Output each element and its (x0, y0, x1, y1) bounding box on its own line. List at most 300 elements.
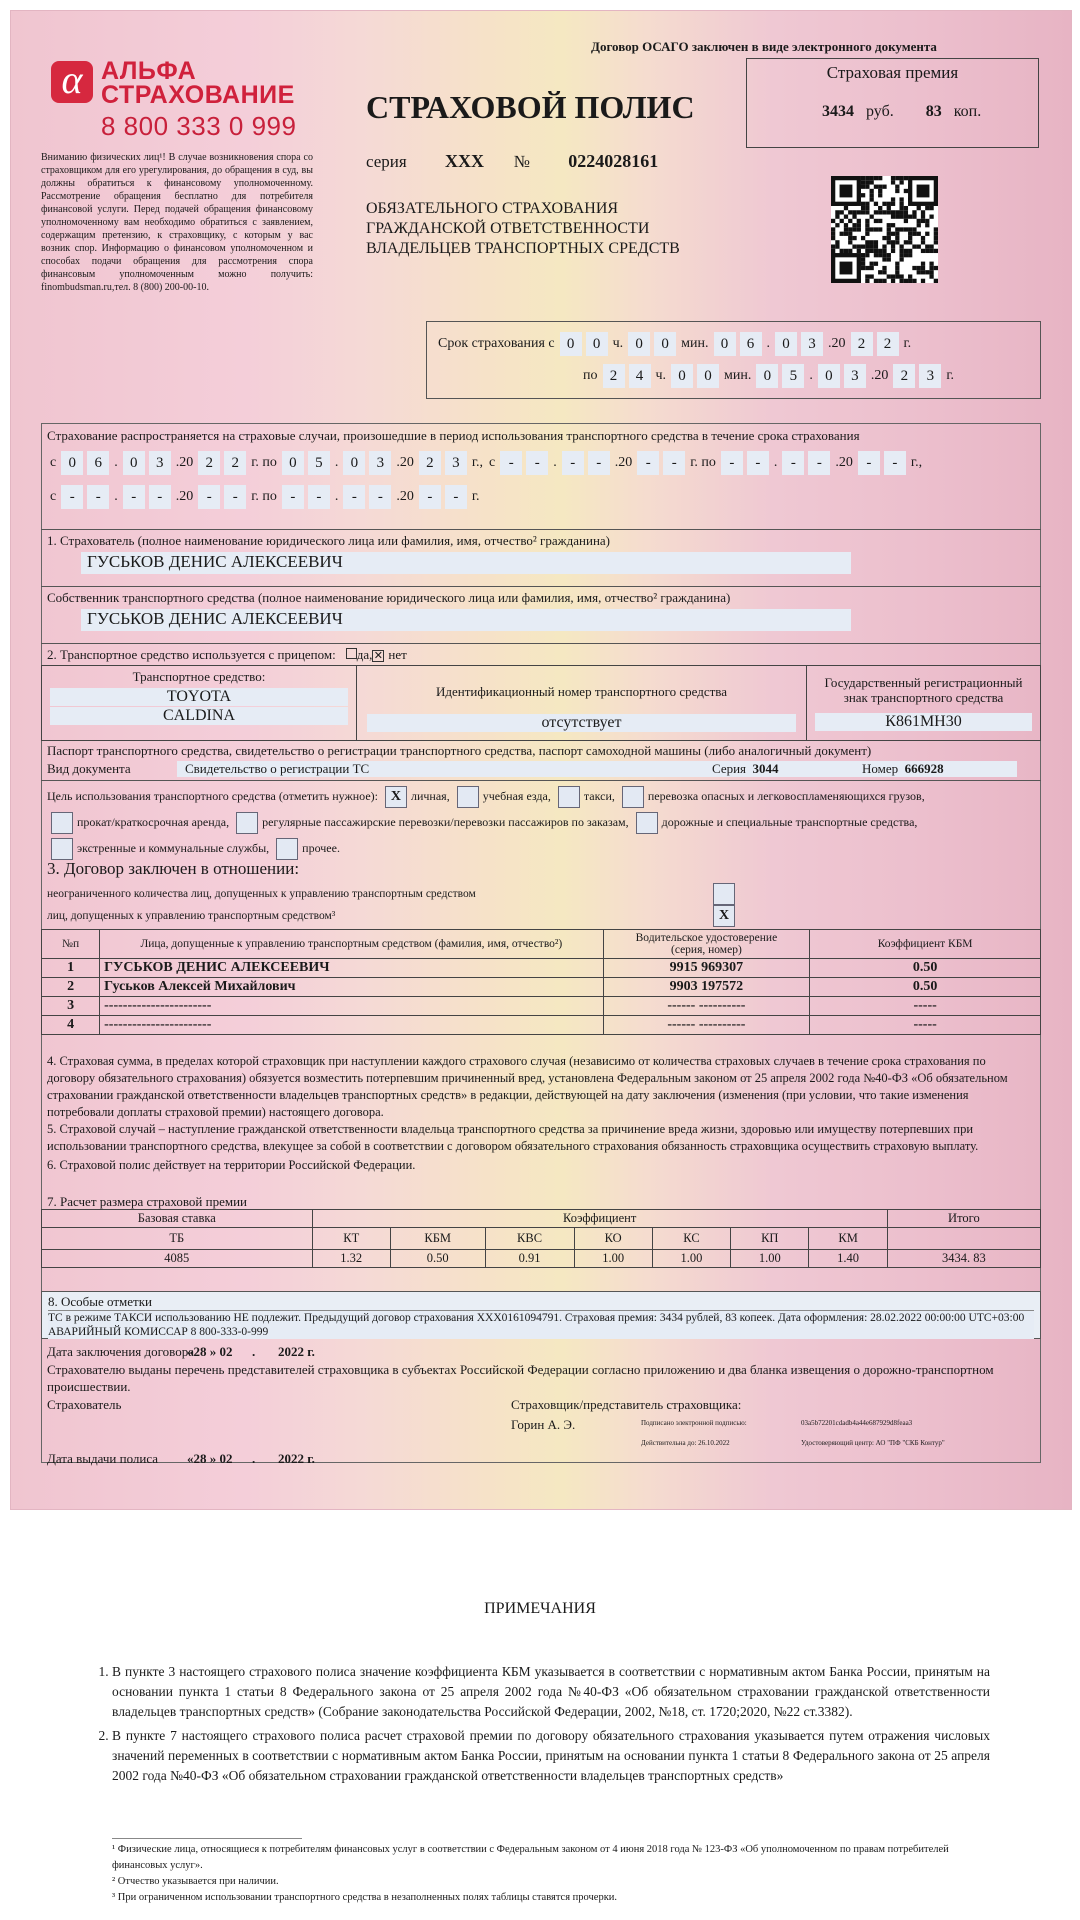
qr-module (882, 244, 886, 248)
purpose-option-label: такси, (583, 789, 618, 803)
qr-module (908, 236, 912, 240)
qr-module (899, 279, 903, 283)
unlimited-label: неограниченного количества лиц, допущенных к управлению транспортным средством (47, 888, 476, 900)
separator: .20 (396, 489, 414, 504)
terms-paragraphs (47, 1053, 1022, 1174)
year-cell: 2 (851, 332, 873, 356)
qr-module (861, 253, 865, 257)
qr-module (917, 219, 921, 223)
limited-checkbox[interactable]: X (713, 905, 735, 927)
limited-label: лиц, допущенных к управлению транспортным средством³ (47, 910, 336, 922)
qr-module (861, 202, 865, 206)
year-cell: 2 (877, 332, 899, 356)
purpose-checkbox[interactable] (457, 786, 479, 808)
usage-period-text: Страхование распространяется на страховые случаи, произошедшие в период использования транспортного средства в течение срока страхования (47, 428, 860, 443)
day-cell: 6 (87, 451, 109, 475)
policy-subtitle (366, 199, 680, 259)
doc-type-label: Вид документа (47, 761, 131, 776)
qr-module (874, 185, 878, 189)
qr-module (921, 266, 925, 270)
column-header: Лица, допущенные к управлению транспортным средством (фамилия, имя, отчество²) (100, 930, 603, 959)
purpose-option-label: личная, (410, 789, 453, 803)
qr-module (891, 240, 895, 244)
month-cell: - (369, 485, 391, 509)
notes-list (80, 1662, 990, 1786)
qr-module (921, 270, 925, 274)
separator: .20 (175, 489, 194, 504)
calc-header-row (42, 1210, 1041, 1228)
driver-name: ----------------------- (100, 997, 603, 1016)
qr-module (929, 206, 933, 210)
purpose-checkbox[interactable] (276, 838, 298, 860)
qr-module (904, 253, 908, 257)
table-row (42, 978, 1041, 997)
qr-module (831, 219, 835, 223)
qr-module (878, 176, 882, 180)
month-cell: - (588, 451, 610, 475)
purpose-checkbox[interactable] (558, 786, 580, 808)
qr-module (904, 219, 908, 223)
separator: г., (910, 455, 923, 470)
separator: . (773, 455, 778, 470)
qr-module (874, 176, 878, 180)
qr-module (865, 210, 869, 214)
qr-module (878, 249, 882, 253)
year-cell: - (663, 451, 685, 475)
qr-module (865, 266, 869, 270)
qr-module (917, 223, 921, 227)
qr-module (874, 262, 878, 266)
contract-day: «28 » (187, 1344, 217, 1359)
qr-module (891, 279, 895, 283)
qr-module (917, 185, 930, 198)
qr-module (891, 210, 895, 214)
coef-value: 0.50 (390, 1250, 485, 1268)
qr-module (899, 202, 903, 206)
qr-module (917, 206, 921, 210)
year-cell: 3 (919, 364, 941, 388)
hour-cell: 4 (629, 364, 651, 388)
coef-column-header: КТ (312, 1228, 390, 1250)
purpose-checkbox[interactable] (622, 786, 644, 808)
qr-module (861, 185, 865, 189)
qr-module (882, 185, 886, 189)
qr-module (865, 202, 869, 206)
trailer-yes-checkbox[interactable] (346, 648, 357, 659)
separator: . (334, 455, 339, 470)
paragraph: 6. Страховой полис действует на территории Российской Федерации. (47, 1158, 416, 1172)
separator: . (334, 489, 339, 504)
qr-module (882, 266, 886, 270)
vin-value: отсутствует (367, 714, 796, 732)
qr-module (878, 210, 882, 214)
page-title: СТРАХОВОЙ ПОЛИС (366, 89, 695, 125)
qr-module (878, 253, 882, 257)
year-cell: 2 (198, 451, 220, 475)
qr-module (831, 244, 835, 248)
premium-value (822, 103, 981, 121)
qr-module (852, 223, 856, 227)
qr-module (861, 210, 865, 214)
separator: . (114, 455, 118, 470)
term-box (426, 321, 1041, 399)
calc-title: 7. Расчет размера страховой премии (47, 1194, 247, 1209)
qr-module (929, 270, 933, 274)
qr-module (917, 270, 921, 274)
qr-module (852, 244, 856, 248)
vin-label: Идентификационный номер транспортного средства (435, 684, 728, 699)
qr-module (848, 219, 852, 223)
qr-module (917, 232, 921, 236)
qr-module (878, 219, 882, 223)
issue-date-label: Дата выдачи полиса (47, 1451, 159, 1466)
qr-module (878, 185, 882, 189)
separator: .20 (614, 455, 633, 470)
purpose-checkbox[interactable] (51, 838, 73, 860)
qr-module (904, 206, 908, 210)
qr-module (831, 249, 835, 253)
qr-module (874, 240, 878, 244)
year-cell: - (419, 485, 441, 509)
qr-module (857, 244, 861, 248)
ombudsman-warning: Вниманию физических лиц¹! В случае возникновения спора со страховщиком для его урегулирования, до обращения в суд, вы должны обратиться к финансовому уполномоченному. Рассмотрение обращения бесплатно для потребителя финансовой услуги. Перед подачей обращения финансовому уполномоченному вам необходимо обратиться с заявлением, содержащим претензию, к страховщику, с которым у вас возник спор. Информацию о финансовом уполномоченном и способах подачи обращения для рассмотрения спора финансовым уполномоченным можно получить: finombudsman.ru,тел. 8 (800) 200-00-10. (41, 152, 313, 293)
note-item: 2. В пункте 7 настоящего страхового полиса расчет страховой премии по договору обязательного страхования указывается путем отражения числовых значений переменных в соответствии с нормативным актом Банка России, принятым на основании пункта 1 статьи 8 Федерального закона от 25 апреля 2002 года №40-ФЗ «Об обязательном страховании гражданской ответственности владельцев транспортных средств» (112, 1726, 990, 1786)
qr-module (908, 240, 912, 244)
separator: г. по (251, 455, 277, 470)
purpose-checkbox[interactable]: X (385, 786, 407, 808)
footnote: ³ При ограниченном использовании транспортного средства в незаполненных полях таблицы ставятся прочерки. (112, 1892, 618, 1903)
qr-module (861, 193, 865, 197)
logo-line2: СТРАХОВАНИЕ (101, 81, 295, 109)
purpose-checkbox[interactable] (636, 812, 658, 834)
qr-module (857, 210, 861, 214)
series-label: серия (366, 152, 407, 171)
qr-module (887, 202, 891, 206)
trailer-no-checkbox[interactable]: ✕ (373, 650, 383, 662)
qr-module (882, 236, 886, 240)
qr-module (831, 232, 835, 236)
qr-module (895, 215, 899, 219)
qr-module (844, 227, 848, 231)
qr-module (870, 266, 874, 270)
coef-column-header: КБМ (390, 1228, 485, 1250)
qr-module (831, 236, 835, 240)
qr-module (865, 253, 869, 257)
qr-module (904, 279, 908, 283)
plate-cell (807, 666, 1041, 741)
year-cell: - (224, 485, 246, 509)
qr-module (917, 244, 921, 248)
qr-module (925, 270, 929, 274)
qr-module (912, 210, 916, 214)
qr-module (835, 223, 839, 227)
qr-module (925, 249, 929, 253)
qr-module (861, 180, 865, 184)
separator: .20 (828, 336, 846, 351)
trailer-section (41, 643, 1041, 665)
qr-module (835, 215, 839, 219)
hour-cell: 0 (560, 332, 582, 356)
qr-module (904, 176, 908, 180)
qr-module (840, 219, 844, 223)
notes-title: ПРИМЕЧАНИЯ (484, 1600, 596, 1617)
insurer-section (41, 529, 1041, 586)
purpose-checkbox[interactable] (51, 812, 73, 834)
qr-module (899, 244, 903, 248)
separator: с (50, 455, 57, 470)
qr-module (899, 210, 903, 214)
qr-module (882, 279, 886, 283)
trailer-yes-label: да, (356, 647, 373, 662)
qr-module (921, 262, 925, 266)
purpose-checkbox[interactable] (236, 812, 258, 834)
qr-module (835, 210, 839, 214)
premium-box (746, 58, 1039, 148)
qr-module (921, 240, 925, 244)
year-cell: - (445, 485, 467, 509)
purpose-option-label: регулярные пассажирские перевозки/перевозки пассажиров по заказам, (262, 815, 632, 829)
vehicle-label: Транспортное средство: (132, 669, 266, 684)
qr-module (844, 223, 848, 227)
qr-module (835, 244, 839, 248)
qr-module (857, 223, 861, 227)
year-cell: - (637, 451, 659, 475)
separator: мин. (724, 368, 752, 383)
unlimited-checkbox[interactable] (713, 883, 735, 905)
footnote: ² Отчество указывается при наличии. (112, 1876, 279, 1887)
kbm-value: ----- (810, 997, 1041, 1016)
qr-module (891, 202, 895, 206)
qr-module (848, 236, 852, 240)
qr-module (929, 244, 933, 248)
qr-module (861, 266, 865, 270)
year-cell: 2 (224, 451, 246, 475)
qr-module (874, 244, 878, 248)
purpose-option-label: перевозка опасных и легковоспламеняющихся грузов, (647, 789, 925, 803)
table-row (42, 997, 1041, 1016)
day-cell: 0 (756, 364, 778, 388)
qr-module (891, 249, 895, 253)
coef-column-header: КО (574, 1228, 652, 1250)
qr-module (857, 227, 861, 231)
kop-label: коп. (953, 103, 982, 120)
separator: ч. (655, 368, 667, 383)
insurer-rep-name: Горин А. Э. (511, 1417, 576, 1432)
month-cell: 0 (775, 332, 797, 356)
coef-value: 4085 (42, 1250, 313, 1268)
qr-module (895, 236, 899, 240)
qr-module (891, 197, 895, 201)
qr-module (917, 266, 921, 270)
row-number: 4 (42, 1016, 100, 1035)
qr-module (929, 249, 933, 253)
number-label: № (513, 152, 530, 171)
qr-module (921, 279, 925, 283)
plate-value: К861МН30 (815, 713, 1032, 731)
series-value: XXX (444, 151, 484, 171)
term-label: Срок страхования с (438, 336, 555, 351)
purpose-option-label: дорожные и специальные транспортные средства, (661, 815, 918, 829)
qr-module (865, 274, 869, 278)
minute-cell: 0 (671, 364, 693, 388)
separator: мин. (681, 336, 709, 351)
qr-module (899, 197, 903, 201)
qr-module (840, 210, 844, 214)
qr-module (934, 227, 938, 231)
qr-module (904, 240, 908, 244)
qr-module (861, 206, 865, 210)
term-label: по (583, 368, 598, 383)
qr-module (882, 253, 886, 257)
driver-name: ----------------------- (100, 1016, 603, 1035)
qr-module (874, 227, 878, 231)
coef-value: 0.91 (485, 1250, 574, 1268)
column-header: Коэффициент КБМ (810, 930, 1041, 959)
month-cell: - (808, 451, 830, 475)
contract-year: 2022 г. (278, 1344, 315, 1359)
license-number: ------ ---------- (603, 997, 810, 1016)
coef-value: 1.00 (731, 1250, 809, 1268)
day-cell: - (526, 451, 548, 475)
minute-cell: 0 (628, 332, 650, 356)
qr-module (874, 210, 878, 214)
insurance-policy (10, 10, 1072, 1510)
month-cell: 0 (123, 451, 145, 475)
qr-module (934, 236, 938, 240)
qr-module (887, 227, 891, 231)
section3 (47, 859, 1037, 927)
qr-module (835, 240, 839, 244)
issued-note: Страхователю выданы перечень представителей страховщика в субъектах Российской Федерации согласно приложению и два бланка извещения о дорожно-транспортном происшествии. (47, 1362, 994, 1394)
total-header: Итого (887, 1210, 1040, 1228)
month-cell: - (149, 485, 171, 509)
day-cell: - (721, 451, 743, 475)
qr-module (865, 240, 869, 244)
day-cell: - (282, 485, 304, 509)
qr-module (921, 210, 925, 214)
term-to (435, 360, 1032, 392)
calc-values-row (42, 1250, 1041, 1268)
qr-module (895, 176, 899, 180)
month-cell: 0 (343, 451, 365, 475)
premium-label: Страховая премия (826, 63, 959, 82)
qr-module (870, 240, 874, 244)
paragraph: 5. Страховой случай – наступление гражданской ответственности владельца транспортного средства за причинение вреда жизни, здоровью или имуществу потерпевших при использовании транспортного средства, влекущее за собой в соответствии с договором обязательного страхования обязанность страховщика осуществить страховую выплату. (47, 1122, 979, 1153)
premium-rub: 3434 (822, 103, 854, 120)
qr-module (891, 180, 895, 184)
column-header: №п (42, 930, 100, 959)
qr-module (861, 262, 865, 266)
qr-module (904, 249, 908, 253)
day-cell: 0 (282, 451, 304, 475)
qr-module (840, 185, 853, 198)
trailer-no-label: нет (388, 647, 407, 662)
qr-module (844, 206, 848, 210)
qr-module (848, 210, 852, 214)
row-number: 3 (42, 997, 100, 1016)
cert-center: Удостоверяющий центр: АО "ПФ "СКБ Контур" (801, 1439, 945, 1447)
qr-module (934, 232, 938, 236)
qr-module (887, 206, 891, 210)
notes-page (0, 1520, 1080, 1920)
day-cell: - (308, 485, 330, 509)
coef-column-header: КВС (485, 1228, 574, 1250)
qr-module (882, 249, 886, 253)
qr-module (925, 219, 929, 223)
qr-module (887, 223, 891, 227)
qr-module (878, 206, 882, 210)
qr-module (878, 227, 882, 231)
year-cell: 2 (893, 364, 915, 388)
qr-module (912, 215, 916, 219)
subtitle-line: ГРАЖДАНСКОЙ ОТВЕТСТВЕННОСТИ (366, 220, 650, 237)
qr-module (908, 249, 912, 253)
qr-module (882, 270, 886, 274)
year-cell: - (858, 451, 880, 475)
qr-module (861, 257, 865, 261)
doc-series-value: 3044 (752, 761, 779, 776)
qr-module (878, 270, 882, 274)
day-cell: - (61, 485, 83, 509)
qr-module (882, 257, 886, 261)
driver-name: ГУСЬКОВ ДЕНИС АЛЕКСЕЕВИЧ (100, 959, 603, 978)
qr-module (865, 176, 869, 180)
qr-module (870, 215, 874, 219)
issue-day: «28 » (187, 1451, 217, 1466)
kbm-value: ----- (810, 1016, 1041, 1035)
separator: ч. (612, 336, 624, 351)
doc-label: Паспорт транспортного средства, свидетельство о регистрации транспортного средства, паспорт самоходной машины (либо аналогичный документ) (47, 743, 872, 758)
vehicle-model: CALDINA (50, 707, 348, 725)
qr-module (878, 189, 882, 193)
qr-module (895, 240, 899, 244)
doc-number-label: Номер (862, 761, 899, 776)
column-header: Водительское удостоверение (серия, номер) (603, 930, 810, 959)
qr-module (929, 274, 933, 278)
qr-module (865, 279, 869, 283)
driver-name: Гуськов Алексей Михайлович (100, 978, 603, 997)
qr-module (870, 193, 874, 197)
qr-module (887, 236, 891, 240)
footnote-divider (112, 1838, 302, 1839)
qr-module (921, 219, 925, 223)
day-cell: 5 (308, 451, 330, 475)
qr-module (891, 274, 895, 278)
qr-module (925, 206, 929, 210)
footnotes (112, 1842, 982, 1906)
qr-module (852, 236, 856, 240)
qr-module (870, 249, 874, 253)
qr-module (929, 266, 933, 270)
coef-value: 1.00 (574, 1250, 652, 1268)
separator: . (809, 368, 813, 383)
plate-label: Государственный регистрационный знак транспортного средства (824, 675, 1023, 705)
qr-module (899, 227, 903, 231)
qr-module (912, 227, 916, 231)
qr-code-icon (831, 176, 938, 283)
qr-module (882, 202, 886, 206)
qr-module (891, 244, 895, 248)
hour-cell: 2 (603, 364, 625, 388)
qr-module (899, 206, 903, 210)
insurer-signature-label: Страховщик/представитель страховщика: (511, 1397, 742, 1412)
day-cell: 5 (782, 364, 804, 388)
owner-value: ГУСЬКОВ ДЕНИС АЛЕКСЕЕВИЧ (81, 609, 851, 631)
qr-module (887, 274, 891, 278)
separator: .20 (396, 455, 414, 470)
issue-month: 02 (219, 1451, 233, 1466)
qr-module (865, 227, 869, 231)
